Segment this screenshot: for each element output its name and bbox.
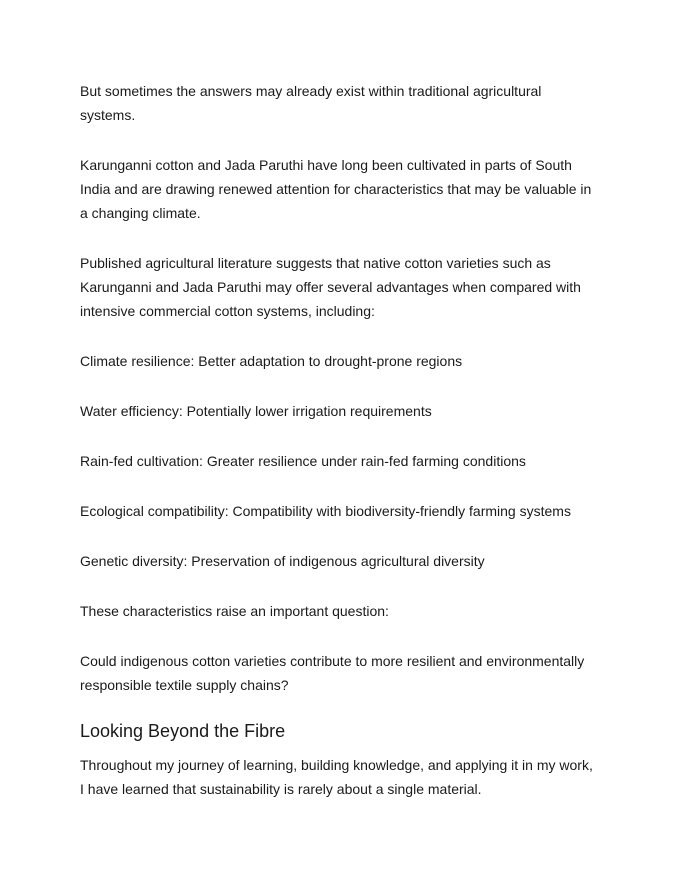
section-paragraph: Throughout my journey of learning, building knowledge, and applying it in my work, I have learned that sustainability is rarely about a single material.: [80, 757, 593, 797]
question: Could indigenous cotton varieties contribute to more resilient and environmentally responsible textile supply chains?: [80, 653, 585, 693]
advantage-genetic-diversity: Genetic diversity: Preservation of indigenous agricultural diversity: [80, 553, 485, 569]
paragraph-intro: But sometimes the answers may already exist within traditional agricultural systems.: [80, 83, 542, 123]
advantage-ecological: Ecological compatibility: Compatibility with biodiversity-friendly farming systems: [80, 503, 571, 519]
advantage-rain-fed: Rain-fed cultivation: Greater resilience under rain-fed farming conditions: [80, 453, 526, 469]
question-intro: These characteristics raise an important question:: [80, 603, 389, 619]
section-heading: Looking Beyond the Fibre: [80, 721, 286, 741]
paragraph-karunganni: Karunganni cotton and Jada Paruthi have long been cultivated in parts of South India and are drawing renewed attention for characteristics that may be valuable in a changing climate.: [80, 157, 592, 221]
advantage-water-efficiency: Water efficiency: Potentially lower irrigation requirements: [80, 403, 432, 419]
advantage-climate-resilience: Climate resilience: Better adaptation to drought-prone regions: [80, 353, 463, 369]
paragraph-literature: Published agricultural literature suggests that native cotton varieties such as Karunganni and Jada Paruthi may offer several advantages when compared with intensive commercial cotton systems, including:: [80, 255, 581, 319]
document-page: [80, 79, 600, 827]
